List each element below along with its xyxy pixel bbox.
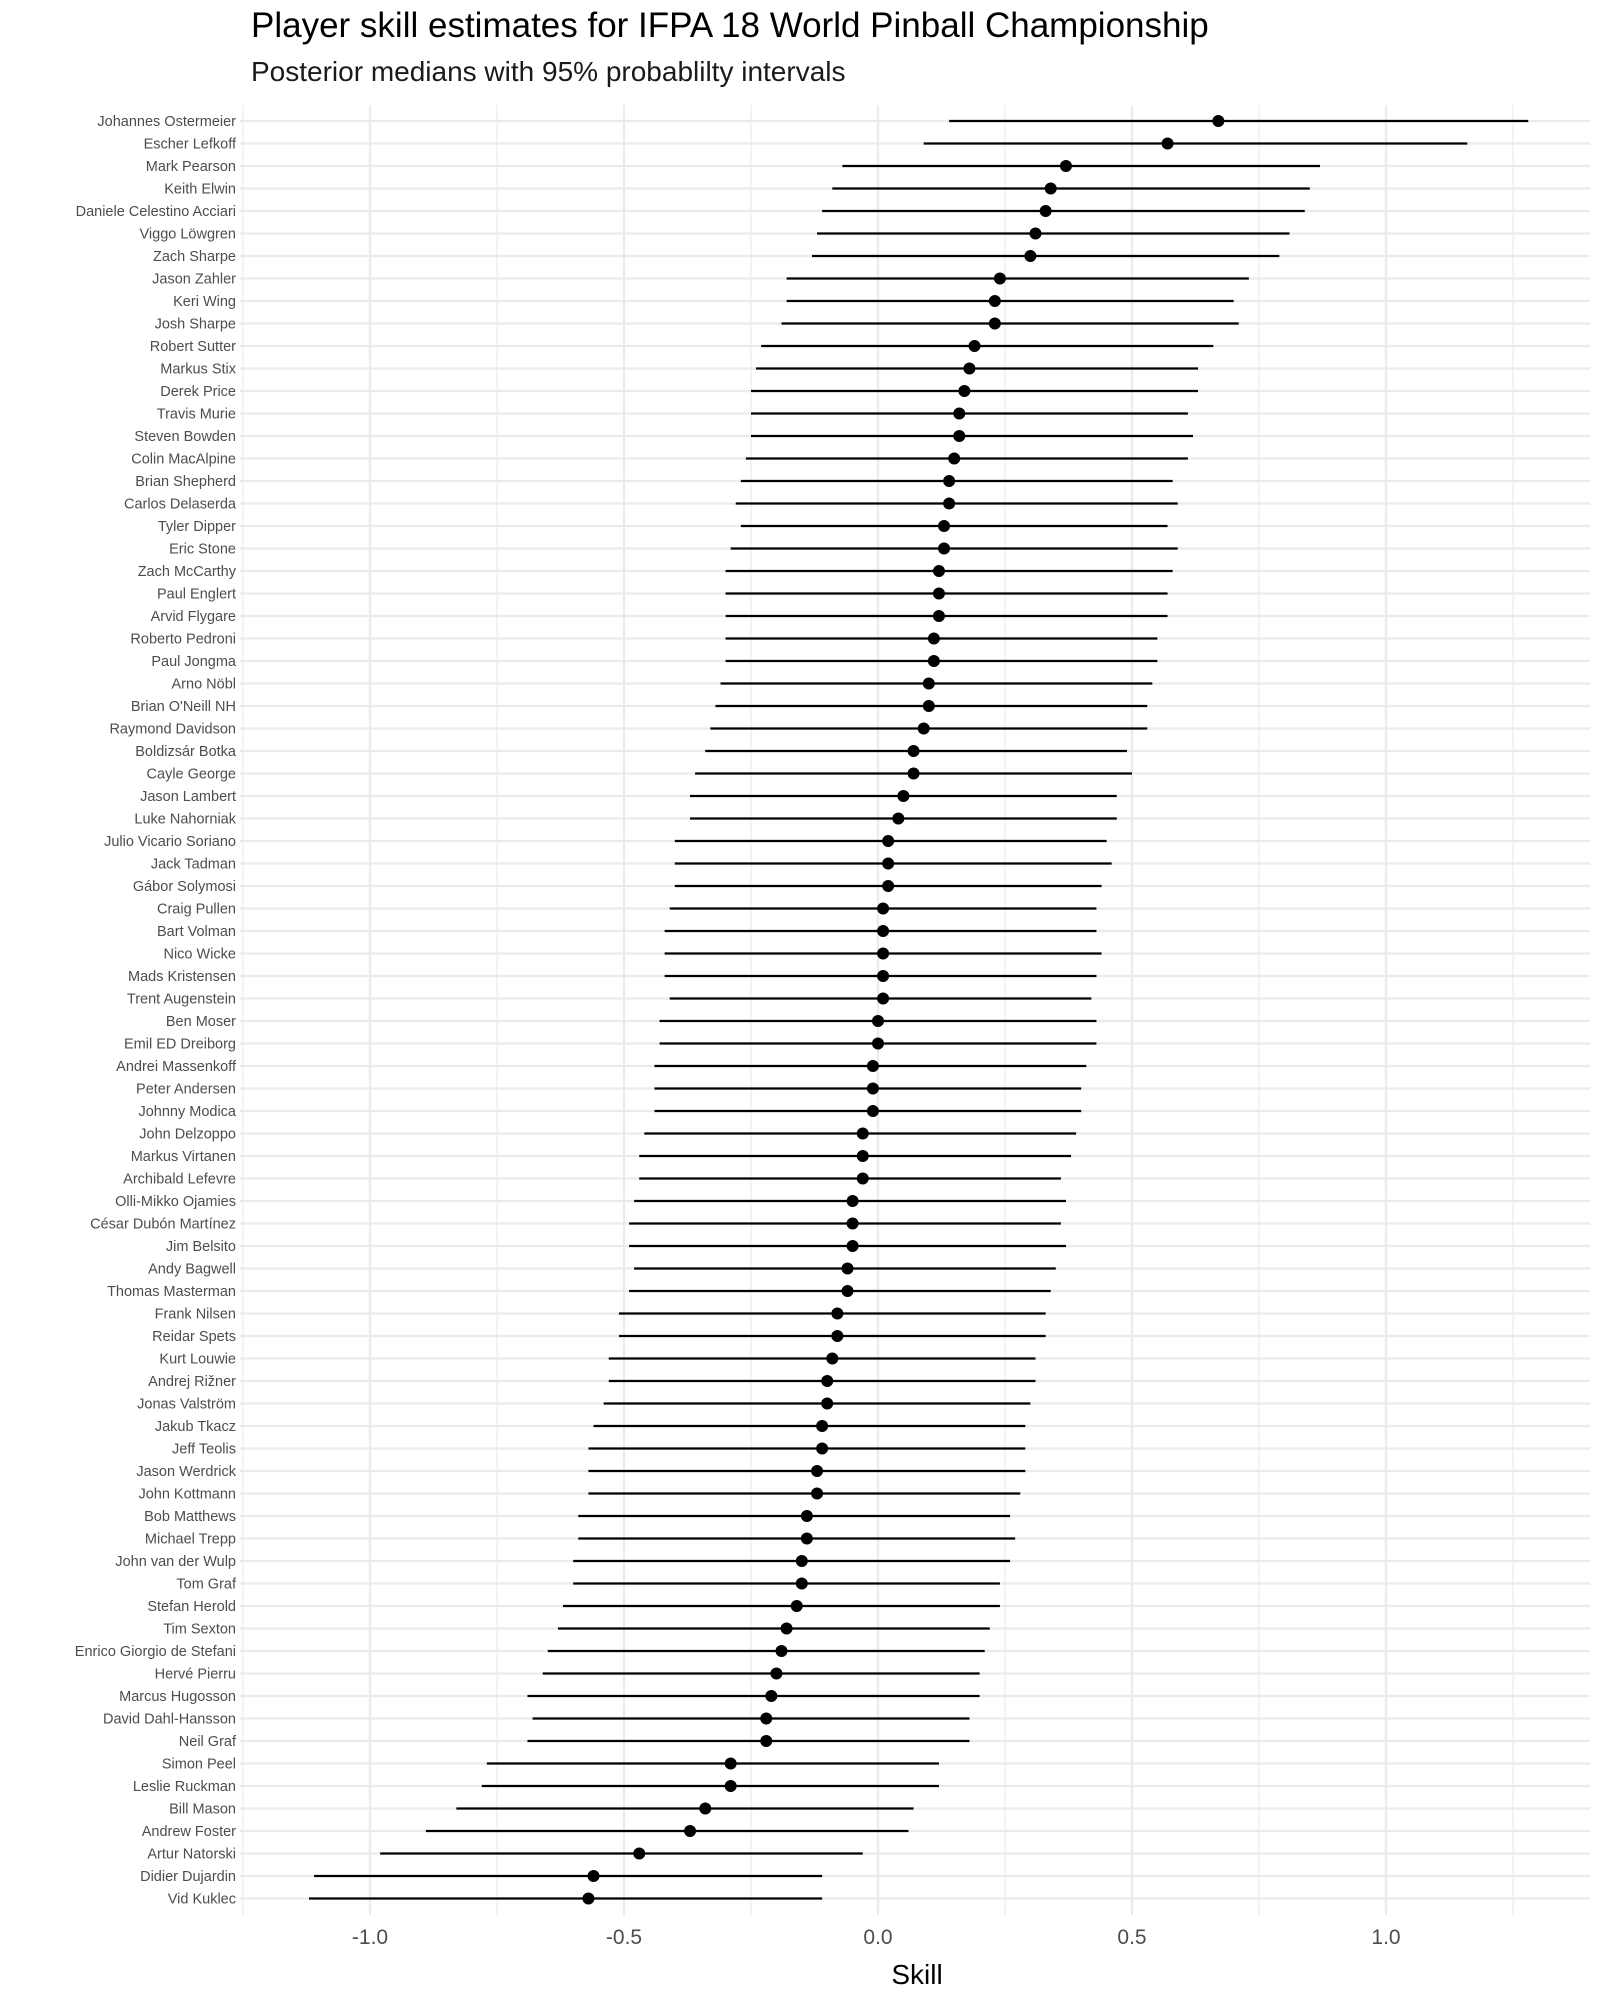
median-point: [908, 745, 920, 757]
median-point: [933, 588, 945, 600]
median-point: [877, 925, 889, 937]
median-point: [857, 1173, 869, 1185]
player-label: Tom Graf: [176, 1576, 236, 1593]
chart-title: Player skill estimates for IFPA 18 World Pinball Championship: [251, 6, 1209, 45]
median-point: [994, 273, 1006, 285]
median-point: [877, 903, 889, 915]
player-label: Cayle George: [146, 766, 236, 783]
median-point: [826, 1353, 838, 1365]
player-label: Paul Jongma: [151, 654, 236, 670]
median-point: [821, 1375, 833, 1387]
median-point: [963, 363, 975, 375]
player-label: Julio Vicario Soriano: [104, 834, 236, 850]
median-point: [811, 1488, 823, 1500]
player-label: Ben Moser: [165, 1014, 236, 1030]
median-point: [699, 1803, 711, 1815]
x-tick-label: -0.5: [605, 1926, 643, 1949]
median-point: [847, 1218, 859, 1230]
median-point: [928, 633, 940, 645]
player-label: Luke Nahorniak: [134, 811, 236, 828]
median-point: [775, 1645, 787, 1657]
median-point: [943, 475, 955, 487]
median-point: [953, 408, 965, 420]
player-label: Marcus Hugosson: [119, 1689, 236, 1705]
player-label: Keith Elwin: [164, 181, 236, 198]
player-label: Boldizsár Botka: [135, 744, 236, 760]
median-point: [867, 1060, 879, 1072]
median-point: [928, 655, 940, 667]
player-label: Bart Volman: [157, 924, 236, 940]
player-label: Simon Peel: [161, 1756, 236, 1773]
median-point: [908, 768, 920, 780]
median-point: [867, 1105, 879, 1117]
player-label: Colin MacAlpine: [131, 451, 236, 468]
player-label: Markus Virtanen: [130, 1149, 236, 1165]
player-label: Craig Pullen: [157, 901, 236, 918]
player-label: Mads Kristensen: [128, 969, 236, 985]
player-label: Nico Wicke: [163, 946, 236, 963]
player-label: Jason Lambert: [140, 789, 236, 805]
median-point: [933, 610, 945, 622]
player-label: Viggo Löwgren: [139, 226, 236, 243]
median-point: [765, 1690, 777, 1702]
player-label: Arno Nöbl: [171, 676, 236, 693]
player-label: Michael Trepp: [144, 1531, 236, 1548]
median-point: [938, 543, 950, 555]
median-point: [770, 1668, 782, 1680]
player-label: Tim Sexton: [163, 1621, 236, 1638]
x-tick-label: 1.0: [1371, 1926, 1401, 1949]
median-point: [1212, 115, 1224, 127]
player-label: Archibald Lefevre: [123, 1171, 236, 1188]
median-point: [725, 1780, 737, 1792]
player-label: Andy Bagwell: [148, 1261, 236, 1278]
x-tick-layer: [352, 1926, 1401, 1949]
median-point: [989, 295, 1001, 307]
player-label: Derek Price: [160, 384, 236, 400]
player-label: Andrew Foster: [141, 1824, 236, 1840]
player-label: Stefan Herold: [147, 1599, 236, 1615]
player-label: Jonas Valström: [137, 1396, 236, 1413]
median-point: [892, 813, 904, 825]
median-point: [791, 1600, 803, 1612]
player-label: Escher Lefkoff: [143, 136, 236, 153]
player-label: Steven Bowden: [134, 429, 236, 445]
player-label: John van der Wulp: [115, 1554, 236, 1570]
median-point: [872, 1015, 884, 1027]
median-point: [760, 1735, 772, 1747]
median-point: [847, 1240, 859, 1252]
player-label: Jim Belsito: [165, 1239, 236, 1255]
player-label: Brian Shepherd: [135, 474, 236, 490]
player-label: John Delzoppo: [139, 1126, 236, 1143]
player-label: Frank Nilsen: [154, 1306, 236, 1323]
median-point: [877, 948, 889, 960]
player-label: Brian O'Neill NH: [130, 699, 236, 715]
median-point: [842, 1263, 854, 1275]
median-point: [781, 1623, 793, 1635]
median-point: [1060, 160, 1072, 172]
player-label: Raymond Davidson: [109, 721, 236, 738]
player-label: David Dahl-Hansson: [103, 1711, 236, 1728]
player-label: Travis Murie: [156, 406, 236, 423]
median-point: [857, 1128, 869, 1140]
player-label: John Kottmann: [138, 1486, 236, 1503]
median-point: [969, 340, 981, 352]
x-tick-label: -1.0: [351, 1926, 389, 1949]
median-point: [816, 1443, 828, 1455]
median-point: [1045, 183, 1057, 195]
median-point: [1029, 228, 1041, 240]
player-label: Jakub Tkacz: [154, 1419, 236, 1435]
player-label: Jason Werdrick: [136, 1464, 236, 1480]
x-axis-title: Skill: [891, 1959, 943, 1990]
player-label: Roberto Pedroni: [130, 631, 236, 648]
median-point: [877, 993, 889, 1005]
player-label: Olli-Mikko Ojamies: [115, 1194, 236, 1210]
player-label: Josh Sharpe: [154, 316, 236, 333]
player-label: Arvid Flygare: [150, 609, 236, 625]
median-point: [684, 1825, 696, 1837]
median-point: [918, 723, 930, 735]
player-label: Johnny Modica: [138, 1104, 236, 1120]
player-label: Zach Sharpe: [152, 249, 236, 265]
player-label: Neil Graf: [178, 1734, 236, 1750]
player-label: Paul Englert: [157, 586, 236, 603]
player-label: Bob Matthews: [144, 1509, 236, 1525]
x-tick-label: 0.0: [863, 1926, 893, 1949]
player-label: Zach McCarthy: [137, 564, 236, 580]
player-label: Johannes Ostermeier: [97, 114, 236, 130]
player-label: Daniele Celestino Acciari: [75, 204, 236, 220]
median-point: [831, 1330, 843, 1342]
median-point: [953, 430, 965, 442]
player-label: Reidar Spets: [152, 1329, 236, 1345]
median-point: [877, 970, 889, 982]
median-point: [831, 1308, 843, 1320]
player-label: Vid Kuklec: [167, 1891, 236, 1908]
median-point: [842, 1285, 854, 1297]
median-point: [1162, 138, 1174, 150]
player-label: Hervé Pierru: [154, 1666, 236, 1683]
median-point: [847, 1195, 859, 1207]
median-point: [872, 1038, 884, 1050]
median-point: [811, 1465, 823, 1477]
median-point: [948, 453, 960, 465]
player-label: Andrej Rižner: [148, 1374, 236, 1390]
median-point: [882, 880, 894, 892]
median-point: [816, 1420, 828, 1432]
median-point: [923, 678, 935, 690]
median-point: [989, 318, 1001, 330]
median-point: [857, 1150, 869, 1162]
player-label: Mark Pearson: [145, 159, 236, 175]
median-point: [725, 1758, 737, 1770]
interval-layer: [309, 121, 1528, 1899]
median-point: [923, 700, 935, 712]
median-point: [796, 1555, 808, 1567]
player-label: Gábor Solymosi: [132, 879, 236, 895]
median-point: [582, 1893, 594, 1905]
player-label: Leslie Ruckman: [132, 1779, 236, 1795]
median-point: [796, 1578, 808, 1590]
player-label: Thomas Masterman: [107, 1284, 236, 1300]
chart-subtitle: Posterior medians with 95% probablilty intervals: [251, 56, 846, 87]
player-label: Emil ED Dreiborg: [124, 1036, 236, 1053]
player-label: Enrico Giorgio de Stefani: [74, 1644, 236, 1660]
median-point: [933, 565, 945, 577]
median-point: [897, 790, 909, 802]
player-label: Markus Stix: [160, 361, 236, 378]
median-point: [958, 385, 970, 397]
player-label: César Dubón Martínez: [90, 1216, 236, 1233]
player-label: Bill Mason: [169, 1801, 236, 1818]
player-label: Eric Stone: [169, 541, 236, 558]
player-label: Carlos Delaserda: [123, 496, 236, 513]
player-label: Didier Dujardin: [140, 1869, 236, 1885]
median-point: [760, 1713, 772, 1725]
player-label: Artur Natorski: [147, 1846, 236, 1863]
median-point: [801, 1510, 813, 1522]
player-label: Tyler Dipper: [157, 519, 236, 535]
median-point: [938, 520, 950, 532]
player-label: Trent Augenstein: [126, 991, 236, 1008]
median-point: [1040, 205, 1052, 217]
median-point: [633, 1848, 645, 1860]
median-point: [588, 1870, 600, 1882]
player-label: Robert Sutter: [149, 339, 236, 355]
median-point: [882, 858, 894, 870]
median-point: [1024, 250, 1036, 262]
x-tick-label: 0.5: [1117, 1926, 1147, 1949]
player-label: Jeff Teolis: [172, 1441, 236, 1458]
player-label: Peter Andersen: [136, 1081, 236, 1098]
player-label: Keri Wing: [173, 294, 236, 310]
grid-layer: [240, 105, 1590, 1915]
median-point-layer: [582, 115, 1224, 1905]
median-point: [801, 1533, 813, 1545]
player-label: Kurt Louwie: [159, 1351, 236, 1368]
player-label: Jason Zahler: [152, 271, 236, 288]
median-point: [943, 498, 955, 510]
median-point: [821, 1398, 833, 1410]
median-point: [867, 1083, 879, 1095]
player-label: Jack Tadman: [150, 856, 236, 873]
median-point: [882, 835, 894, 847]
player-label: Andrei Massenkoff: [116, 1059, 236, 1075]
player-label-layer: [75, 114, 237, 1908]
